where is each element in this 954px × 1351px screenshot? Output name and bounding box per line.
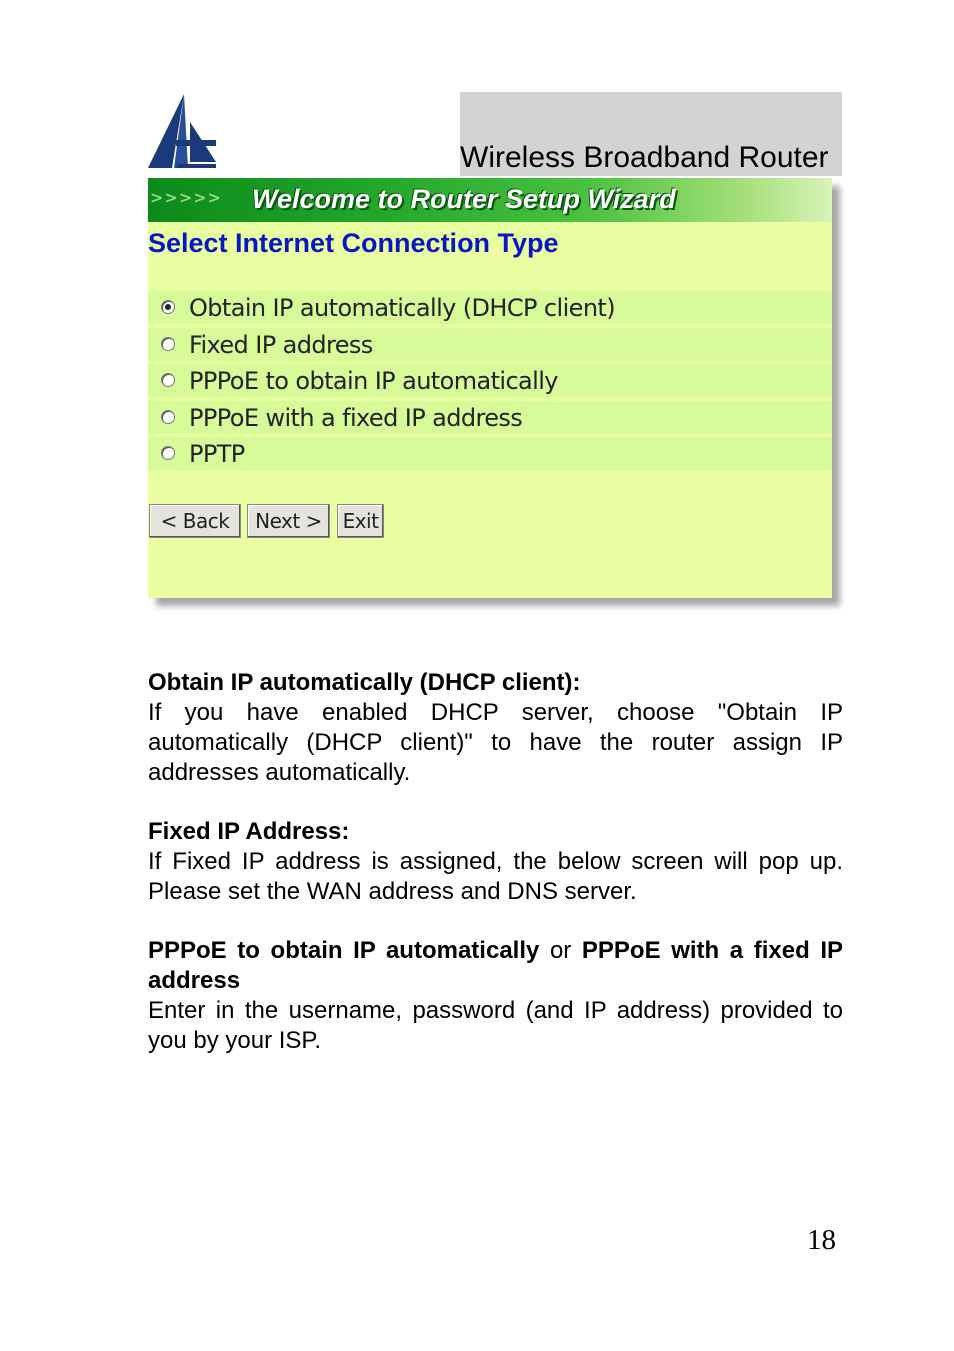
radio-dhcp[interactable] <box>161 300 175 314</box>
section-pppoe <box>148 936 843 1056</box>
option-fixed-ip[interactable] <box>148 328 832 361</box>
next-button[interactable]: Next > <box>247 504 330 538</box>
section-heading: Fixed IP Address: <box>148 818 350 845</box>
wizard-banner <box>148 178 832 222</box>
option-label: Fixed IP address <box>189 330 373 359</box>
connection-type-options <box>148 291 832 474</box>
section-body: If you have enabled DHCP server, choose "Obtain IP automatically (DHCP client)" to have the router assign IP addresses automatically. <box>148 699 843 786</box>
option-label: PPPoE to obtain IP automatically <box>189 367 558 395</box>
option-label: PPTP <box>189 440 245 468</box>
option-dhcp[interactable] <box>148 291 832 324</box>
section-title: Select Internet Connection Type <box>148 228 559 258</box>
option-label: Obtain IP automatically (DHCP client) <box>189 294 616 322</box>
atlantis-sail-logo-icon <box>148 92 218 170</box>
header-title: Wireless Broadband Router <box>460 141 829 174</box>
radio-pppoe-fixed[interactable] <box>161 410 175 424</box>
setup-wizard-panel <box>148 178 832 598</box>
section-heading: Obtain IP automatically (DHCP client): <box>148 669 581 696</box>
radio-fixed-ip[interactable] <box>161 337 175 351</box>
banner-arrows: >>>>> <box>150 188 223 207</box>
section-body: Enter in the username, password (and IP address) provided to you by your ISP. <box>148 997 843 1054</box>
section-heading: PPPoE to obtain IP automatically <box>148 937 540 964</box>
section-heading-line <box>148 936 843 996</box>
heading-connector: or <box>539 937 582 964</box>
section-fixed-ip <box>148 817 843 907</box>
option-label: PPPoE with a fixed IP address <box>189 403 523 432</box>
page-number: 18 <box>807 1224 836 1256</box>
section-dhcp <box>148 668 843 788</box>
section-body: If Fixed IP address is assigned, the below screen will pop up. Please set the WAN address and DNS server. <box>148 848 843 905</box>
exit-button[interactable]: Exit <box>337 504 384 538</box>
banner-title: Welcome to Router Setup Wizard <box>252 184 676 214</box>
option-pppoe-auto[interactable] <box>148 364 832 397</box>
section-heading: PPPoE with a fixed IP address <box>148 937 844 994</box>
option-pptp[interactable] <box>148 437 832 470</box>
back-button[interactable]: < Back <box>149 504 241 538</box>
radio-pptp[interactable] <box>161 446 175 460</box>
radio-pppoe-auto[interactable] <box>161 373 175 387</box>
option-pppoe-fixed[interactable] <box>148 401 832 434</box>
